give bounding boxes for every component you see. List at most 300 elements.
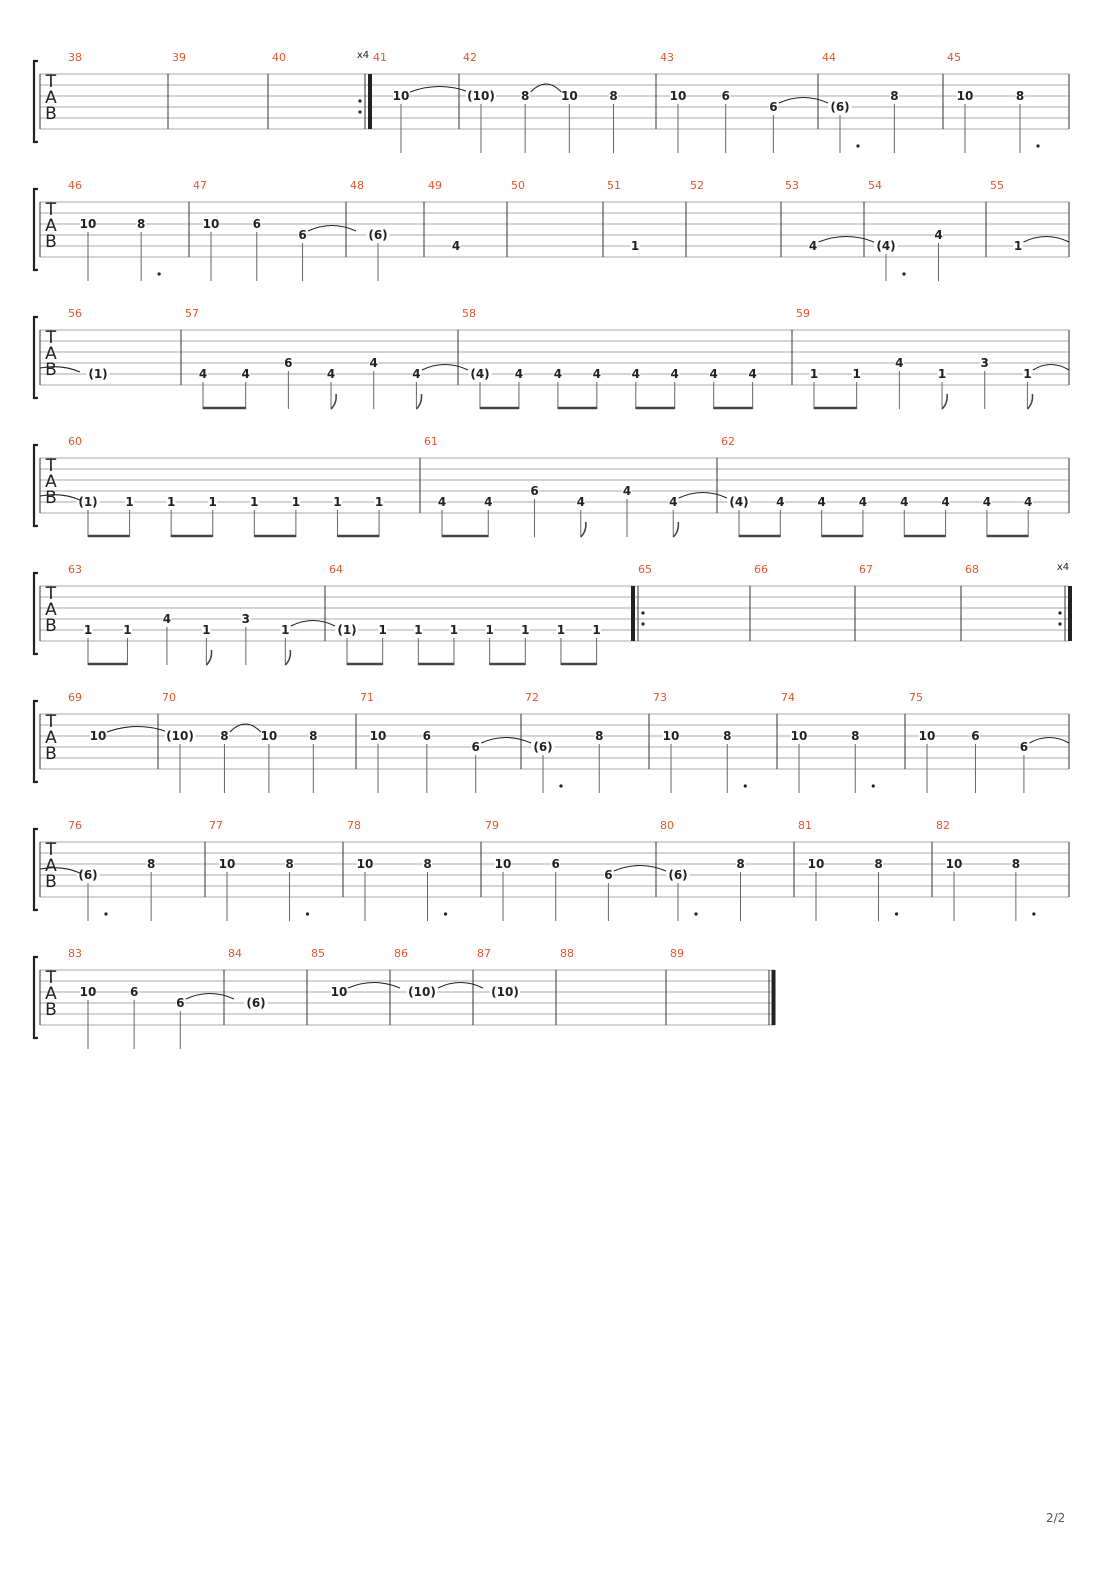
system-bracket [34, 189, 38, 270]
measure [798, 819, 932, 921]
measure [373, 51, 469, 153]
fret-number: 10 [79, 217, 97, 231]
tab-clef-letter: A [45, 984, 57, 1004]
fret-number: 4 [437, 495, 447, 509]
measure [660, 51, 828, 153]
fret-number: 1 [123, 623, 132, 637]
fret-number: 4 [776, 495, 785, 509]
fret-number: 4 [808, 239, 818, 253]
measure [193, 179, 356, 281]
fret-number: 8 [220, 729, 229, 743]
tab-clef-letter: A [45, 88, 57, 108]
fret-number: 1 [281, 623, 290, 637]
note-flag [416, 394, 421, 409]
fret-number: 4 [934, 228, 943, 242]
fret-number: 8 [736, 857, 745, 871]
fret-number: 6 [298, 228, 307, 242]
fret-number: 1 [809, 367, 819, 381]
fret-number: 10 [89, 729, 107, 743]
fret-number: 1 [333, 495, 342, 509]
fret-number: 8 [146, 857, 156, 871]
measure [785, 179, 874, 257]
fret-number: 1 [937, 367, 947, 381]
fret-number: 8 [723, 729, 732, 743]
measure [511, 179, 603, 257]
tab-system [34, 691, 1069, 793]
measure-number: 80 [660, 819, 674, 832]
tie-arc [348, 983, 400, 989]
tab-clef-letter: T [45, 712, 57, 732]
measure [162, 691, 356, 793]
fret-number: 1 [852, 367, 861, 381]
rhythm-dot [444, 912, 447, 915]
measure [360, 691, 531, 793]
measure-number: 89 [670, 947, 684, 960]
tab-system [34, 307, 1069, 409]
measure-number: 41 [373, 51, 387, 64]
fret-number: (1) [88, 367, 108, 381]
measure-number: 76 [68, 819, 82, 832]
fret-number: 1 [208, 495, 217, 509]
measure-number: 57 [185, 307, 199, 320]
tab-clef-letter: B [45, 232, 57, 252]
fret-number: 1 [630, 239, 640, 253]
note-flag [673, 522, 678, 537]
tie-arc [107, 727, 168, 733]
fret-number: (6) [78, 868, 98, 882]
fret-number: 10 [369, 729, 387, 743]
note-flag [206, 650, 211, 665]
tie-arc [779, 98, 828, 104]
tab-clef-letter: T [45, 968, 57, 988]
measure [859, 563, 961, 641]
measure [428, 179, 507, 257]
fret-number: 10 [807, 857, 825, 871]
measure [68, 307, 181, 385]
rhythm-dot [559, 784, 562, 787]
fret-number: 8 [595, 729, 604, 743]
measure [690, 179, 781, 257]
note-flag [331, 394, 336, 409]
measure-number: 52 [690, 179, 704, 192]
rhythm-dot [1036, 144, 1039, 147]
measure-number: 78 [347, 819, 361, 832]
fret-number: 10 [790, 729, 808, 743]
fret-number: 4 [631, 367, 640, 381]
fret-number: 1 [592, 623, 601, 637]
fret-number: 8 [890, 89, 899, 103]
system-bracket [34, 445, 38, 526]
fret-number: 4 [576, 495, 585, 509]
measure [754, 563, 855, 641]
measure [68, 819, 205, 921]
note-flag [1027, 394, 1032, 409]
measure-number: 83 [68, 947, 82, 960]
system-bracket [34, 829, 38, 910]
measure [796, 307, 1069, 409]
fret-number: 8 [309, 729, 318, 743]
fret-number: 1 [378, 623, 387, 637]
measure-number: 59 [796, 307, 810, 320]
fret-number: 4 [895, 356, 904, 370]
measure-number: 74 [781, 691, 795, 704]
fret-number: 4 [369, 356, 378, 370]
system-bracket [34, 701, 38, 782]
measure-number: 63 [68, 563, 82, 576]
fret-number: 4 [514, 367, 524, 381]
measure-number: 88 [560, 947, 574, 960]
tie-arc [422, 365, 468, 371]
fret-number: 3 [980, 356, 989, 370]
system-bracket [34, 957, 38, 1038]
tie-arc [1033, 365, 1069, 371]
fret-number: 6 [971, 729, 980, 743]
fret-number: 10 [918, 729, 936, 743]
tab-clef-letter: T [45, 328, 57, 348]
fret-number: 4 [1024, 495, 1033, 509]
fret-number: 1 [202, 623, 211, 637]
fret-number: 4 [622, 484, 632, 498]
measure [653, 691, 777, 793]
measure-number: 50 [511, 179, 525, 192]
fret-number: 8 [851, 729, 860, 743]
tab-clef-letter: T [45, 840, 57, 860]
tab-clef-letter: B [45, 872, 57, 892]
tie-arc [481, 738, 531, 744]
tab-clef-letter: A [45, 472, 57, 492]
measure-number: 45 [947, 51, 961, 64]
tab-clef-letter: B [45, 488, 57, 508]
measure-number: 44 [822, 51, 836, 64]
measure-number: 64 [329, 563, 343, 576]
fret-number: 4 [241, 367, 250, 381]
fret-number: (4) [729, 495, 749, 509]
fret-number: 8 [423, 857, 432, 871]
repeat-dot [1058, 622, 1061, 625]
fret-number: 8 [285, 857, 294, 871]
measure-number: 60 [68, 435, 82, 448]
tie-arc [438, 983, 483, 989]
measure [633, 563, 750, 641]
fret-number: (10) [408, 985, 436, 999]
repeat-dot [641, 622, 644, 625]
measure [560, 947, 666, 1025]
measure-number: 86 [394, 947, 408, 960]
rhythm-dot [694, 912, 697, 915]
tab-clef-letter: A [45, 856, 57, 876]
fret-number: 4 [748, 367, 757, 381]
measure [947, 51, 1069, 153]
fret-number: (6) [533, 740, 553, 754]
measure-number: 38 [68, 51, 82, 64]
fret-number: 6 [551, 857, 560, 871]
fret-number: 4 [451, 239, 461, 253]
fret-number: 4 [412, 367, 421, 381]
fret-number: (1) [78, 495, 98, 509]
measure-number: 62 [721, 435, 735, 448]
tie-arc [186, 994, 234, 1000]
note-flag [942, 394, 947, 409]
fret-number: 1 [1013, 239, 1023, 253]
tab-clef-letter: A [45, 344, 57, 364]
system-bracket [34, 573, 38, 654]
measure-number: 61 [424, 435, 438, 448]
measure [660, 819, 794, 921]
fret-number: 6 [284, 356, 293, 370]
measure [68, 691, 168, 769]
tab-clef-letter: B [45, 360, 57, 380]
tie-arc [308, 226, 356, 232]
measure [185, 307, 468, 409]
fret-number: 1 [250, 495, 259, 509]
fret-number: 4 [162, 612, 172, 626]
fret-number: 1 [1023, 367, 1032, 381]
fret-number: (10) [491, 985, 519, 999]
measure-number: 58 [462, 307, 476, 320]
fret-number: (10) [467, 89, 495, 103]
measure [311, 947, 400, 1025]
measure-number: 87 [477, 947, 491, 960]
fret-number: 6 [721, 89, 730, 103]
fret-number: 1 [414, 623, 423, 637]
measure [822, 51, 943, 153]
measure-number: 51 [607, 179, 621, 192]
fret-number: 10 [356, 857, 374, 871]
rhythm-dot [104, 912, 107, 915]
measure [68, 51, 168, 129]
measure [909, 691, 1069, 793]
measure [965, 562, 1070, 641]
measure [868, 179, 986, 281]
rhythm-dot [902, 272, 905, 275]
system-bracket [34, 61, 38, 142]
measure-number: 67 [859, 563, 873, 576]
fret-number: 6 [769, 100, 778, 114]
fret-number: (6) [246, 996, 266, 1010]
measure-number: 40 [272, 51, 286, 64]
measure [394, 947, 483, 1025]
tie-arc [819, 237, 875, 243]
fret-number: 10 [392, 89, 410, 103]
repeat-count: x4 [356, 50, 370, 61]
rhythm-dot [1032, 912, 1035, 915]
measure-number: 71 [360, 691, 374, 704]
tab-system [34, 179, 1069, 281]
fret-number: 8 [136, 217, 146, 231]
fret-number: 4 [198, 367, 208, 381]
fret-number: 4 [326, 367, 336, 381]
fret-number: 1 [83, 623, 93, 637]
system-bracket [34, 317, 38, 398]
measure [329, 563, 634, 665]
measure [477, 947, 556, 1025]
fret-number: (6) [830, 100, 850, 114]
rhythm-dot [744, 784, 747, 787]
fret-number: 4 [817, 495, 826, 509]
measure-number: 46 [68, 179, 82, 192]
fret-number: 10 [202, 217, 220, 231]
measure [525, 691, 649, 793]
measure [462, 307, 792, 409]
fret-number: 10 [79, 985, 97, 999]
measure [721, 435, 1069, 537]
note-flag [285, 650, 290, 665]
page-number: 2/2 [1046, 1511, 1066, 1525]
fret-number: (4) [470, 367, 490, 381]
measure-number: 85 [311, 947, 325, 960]
fret-number: 10 [330, 985, 348, 999]
tab-clef-letter: T [45, 200, 57, 220]
fret-number: 6 [252, 217, 261, 231]
measure-number: 69 [68, 691, 82, 704]
measure-number: 43 [660, 51, 674, 64]
measure-number: 55 [990, 179, 1004, 192]
fret-number: 4 [592, 367, 602, 381]
measure [463, 51, 656, 153]
measure-number: 65 [638, 563, 652, 576]
fret-number: 8 [1011, 857, 1021, 871]
fret-number: 10 [260, 729, 278, 743]
measure [350, 179, 424, 281]
measure-number: 48 [350, 179, 364, 192]
fret-number: 10 [945, 857, 963, 871]
repeat-dot [1058, 611, 1061, 614]
measure-number: 84 [228, 947, 242, 960]
fret-number: (10) [166, 729, 194, 743]
measure-number: 66 [754, 563, 768, 576]
fret-number: (1) [337, 623, 357, 637]
measure-number: 81 [798, 819, 812, 832]
measure-number: 68 [965, 563, 979, 576]
rhythm-dot [872, 784, 875, 787]
tab-system [34, 947, 775, 1049]
measure [172, 51, 268, 129]
rhythm-dot [158, 272, 161, 275]
tie-arc [1029, 738, 1069, 744]
measure [781, 691, 905, 793]
measure [68, 179, 189, 281]
fret-number: 8 [520, 89, 530, 103]
rhythm-dot [895, 912, 898, 915]
measure [68, 947, 234, 1049]
fret-number: 6 [176, 996, 185, 1010]
measure-number: 53 [785, 179, 799, 192]
repeat-count: x4 [1056, 562, 1070, 573]
fret-number: 1 [125, 495, 134, 509]
repeat-dot [358, 99, 361, 102]
tab-clef-letter: A [45, 600, 57, 620]
measure-number: 77 [209, 819, 223, 832]
tab-clef-letter: B [45, 1000, 57, 1020]
fret-number: 10 [218, 857, 236, 871]
fret-number: (6) [668, 868, 688, 882]
measure [68, 563, 335, 665]
tab-clef-letter: B [45, 744, 57, 764]
measure-number: 42 [463, 51, 477, 64]
measure-number: 49 [428, 179, 442, 192]
fret-number: 1 [291, 495, 301, 509]
fret-number: (6) [368, 228, 388, 242]
tab-system [34, 819, 1069, 921]
fret-number: 8 [1015, 89, 1025, 103]
fret-number: 1 [449, 623, 459, 637]
fret-number: 4 [982, 495, 992, 509]
measure [990, 179, 1069, 257]
repeat-dot [641, 611, 644, 614]
fret-number: 4 [941, 495, 950, 509]
fret-number: 10 [956, 89, 974, 103]
tie-arc [410, 87, 469, 93]
tab-clef-letter: T [45, 456, 57, 476]
measure [347, 819, 481, 921]
tab-clef-letter: A [45, 216, 57, 236]
fret-number: 4 [670, 367, 679, 381]
measure [68, 435, 420, 537]
repeat-dot [358, 110, 361, 113]
fret-number: 6 [422, 729, 432, 743]
rhythm-dot [856, 144, 859, 147]
fret-number: 6 [129, 985, 139, 999]
fret-number: 1 [485, 623, 494, 637]
measure [670, 947, 774, 1025]
tab-clef-letter: B [45, 104, 57, 124]
fret-number: 8 [609, 89, 618, 103]
measure [272, 50, 370, 129]
fret-number: 4 [858, 495, 868, 509]
tab-system [34, 50, 1069, 153]
fret-number: 6 [471, 740, 480, 754]
fret-number: 10 [662, 729, 680, 743]
tab-clef-letter: T [45, 584, 57, 604]
tie-arc [1024, 237, 1070, 243]
fret-number: 4 [709, 367, 718, 381]
measure-number: 56 [68, 307, 82, 320]
fret-number: 4 [553, 367, 563, 381]
fret-number: 4 [484, 495, 493, 509]
tie-arc [614, 866, 666, 872]
fret-number: 6 [1019, 740, 1029, 754]
rhythm-dot [306, 912, 309, 915]
measure-number: 70 [162, 691, 176, 704]
measure [209, 819, 343, 921]
measure [228, 947, 307, 1025]
note-flag [581, 522, 586, 537]
tab-system [34, 435, 1069, 537]
measure-number: 39 [172, 51, 186, 64]
fret-number: 6 [530, 484, 539, 498]
fret-number: 6 [604, 868, 613, 882]
measure-number: 72 [525, 691, 539, 704]
fret-number: 4 [900, 495, 909, 509]
measure-number: 47 [193, 179, 207, 192]
measure-number: 75 [909, 691, 923, 704]
tie-arc [291, 621, 335, 627]
tie-arc [679, 493, 727, 499]
measure [936, 819, 1069, 921]
tab-clef-letter: B [45, 616, 57, 636]
fret-number: 10 [560, 89, 578, 103]
fret-number: 10 [669, 89, 687, 103]
fret-number: 1 [374, 495, 384, 509]
measure-number: 82 [936, 819, 950, 832]
tab-clef-letter: A [45, 728, 57, 748]
fret-number: 8 [874, 857, 883, 871]
fret-number: 10 [494, 857, 512, 871]
tab-system [34, 562, 1070, 665]
measure [485, 819, 666, 921]
tab-clef-letter: T [45, 72, 57, 92]
fret-number: 4 [669, 495, 678, 509]
